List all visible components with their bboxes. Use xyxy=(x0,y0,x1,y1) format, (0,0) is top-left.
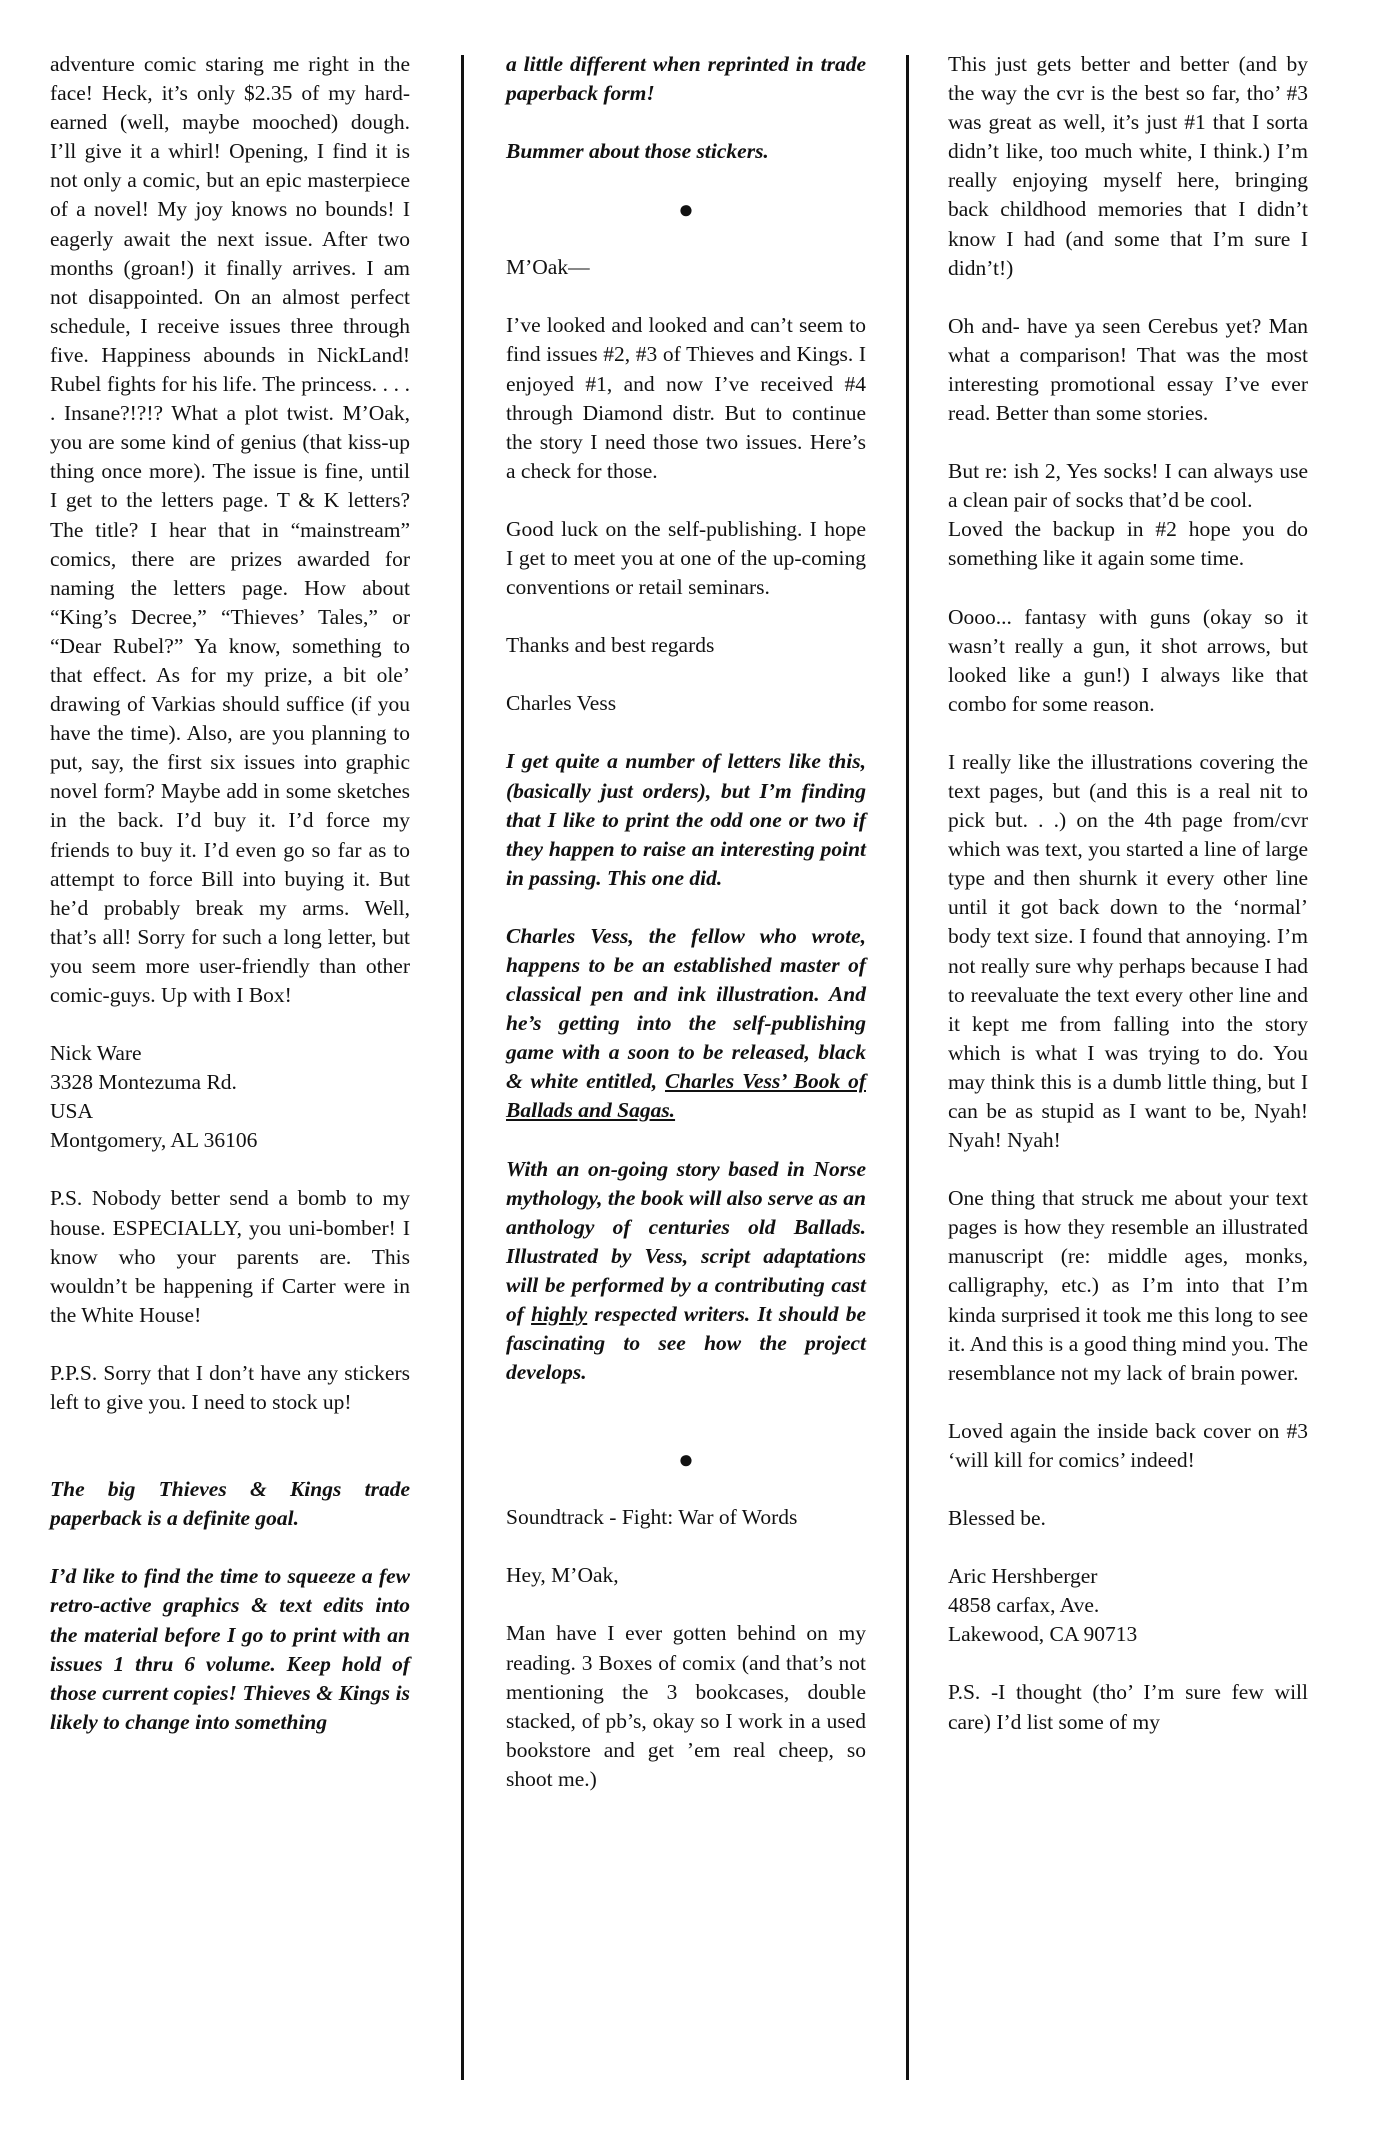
letter-body: Loved again the inside back cover on #3 ‘will kill for comics’ indeed! xyxy=(948,1418,1308,1472)
reply-text: With an on-going story based in Norse mythology, the book will also serve as an anthology of centuries old Ballads. Illustrated by Vess, script adaptations will be performed by a contributing cast of xyxy=(506,1156,866,1326)
letter-body: But re: ish 2, Yes socks! I can always use a clean pair of socks that’d be cool. xyxy=(948,459,1308,513)
section-bullet: ● xyxy=(678,195,694,225)
editor-reply: I get quite a number of letters like this, (basically just orders), but I’m finding that I like to print the odd one or two if they happen to raise an interesting point in passing. This one did. xyxy=(506,749,866,890)
sender-address xyxy=(948,1562,1308,1649)
letter-body: One thing that struck me about your text pages is how they resemble an illustrated manuscript (re: middle ages, monks, calligraphy, etc.) as I’m into that I’m kinda surprised it took me this long to see it. And this is a good thing mind you. The resemblance not my lack of brain power. xyxy=(948,1186,1308,1385)
section-bullet: ● xyxy=(678,1445,694,1475)
reply-text: respected writers. It should be fascinating to see how the project develops. xyxy=(506,1302,866,1385)
address-line: Aric Hershberger xyxy=(948,1564,1098,1589)
salutation: M’Oak— xyxy=(506,255,590,280)
address-line: Nick Ware xyxy=(50,1041,142,1066)
address-line: Lakewood, CA 90713 xyxy=(948,1622,1138,1647)
letter-signature: Charles Vess xyxy=(506,691,617,716)
letter-body: Good luck on the self-publishing. I hope I get to meet you at one of the up-coming conventions or retail seminars. xyxy=(506,516,866,600)
column-1 xyxy=(50,50,410,1766)
editor-reply: The big Thieves & Kings trade paperback is a definite goal. xyxy=(50,1477,410,1531)
soundtrack-line: Soundtrack - Fight: War of Words xyxy=(506,1505,798,1530)
letter-body: Man have I ever gotten behind on my reading. 3 Boxes of comix (and that’s not mentioning the 3 bookcases, double stacked, of pb’s, okay so I work in a used bookstore and get ’em real cheep, so shoot me.) xyxy=(506,1621,866,1791)
postscript: P.S. Nobody better send a bomb to my house. ESPECIALLY, you uni-bomber! I know who your parents are. This wouldn’t be happening if Carter were in the White House! xyxy=(50,1186,410,1327)
emphasis-word: highly xyxy=(531,1302,588,1326)
reply-text: Charles Vess, the fellow who wrote, happens to be an established master of classical pen and ink illustration. And he’s getting into the self-publishing game with a soon to be released, black & white entitled, xyxy=(506,923,866,1094)
letter-body: Oooo... fantasy with guns (okay so it wasn’t really a gun, it shot arrows, but looked like a gun!) I always like that combo for some reason. xyxy=(948,604,1308,716)
letter-body: Loved the backup in #2 hope you do something like it again some time. xyxy=(948,517,1308,571)
editor-reply: I’d like to find the time to squeeze a few retro-active graphics & text edits into the material before I go to print with an issues 1 thru 6 volume. Keep hold of those current copies! Thieves & Kings is likely to change into something xyxy=(50,1564,410,1734)
column-3 xyxy=(948,50,1308,1766)
postscript: P.S. -I thought (tho’ I’m sure few will care) I’d list some of my xyxy=(948,1680,1308,1734)
post-postscript: P.P.S. Sorry that I don’t have any stickers left to give you. I need to stock up! xyxy=(50,1360,410,1415)
letter-body: adventure comic staring me right in the face! Heck, it’s only $2.35 of my hard-earned (well, maybe mooched) dough. I’ll give it a whirl! Opening, I find it is not only a comic, but an epic masterpiece of a novel! My joy knows no bounds! I eagerly await the next issue. After two months (groan!) it finally arrives. I am not disappointed. On an almost perfect schedule, I receive issues three through five. Happiness abounds in NickLand! Rubel fights for his life. The princess. . . . . Insane?!?!? What a plot twist. M’Oak, you are some kind of genius (that kiss-up thing once more). The issue is fine, until I get to the letters page. T & K letters? The title? I hear that in “mainstream” comics, there are prizes awarded for naming the letters page. How about “King’s Decree,” “Thieves’ Tales,” or “Dear Rubel?” Ya know, something to that effect. As for my prize, a bit ole’ drawing of Varkias should suffice (if you have the time). Also, are you planning to put, say, the first six issues into graphic novel form? Maybe add in some sketches in the back. I’d buy it. I’d force my friends to buy it. I’d even go so far as to attempt to force Bill into buying it. But he’d probably break my arms. Well, that’s all! Sorry for such a long letter, but you seem more user-friendly than other comic-guys. Up with I Box! xyxy=(50,52,410,1007)
letter-body: Oh and- have ya seen Cerebus yet? Man what a comparison! That was the most interesting promotional essay I’ve ever read. Better than some stories. xyxy=(948,313,1308,426)
book-title: Charles Vess’ Book of Ballads and Sagas. xyxy=(506,1069,866,1123)
editor-reply: a little different when reprinted in trade paperback form! xyxy=(506,52,866,106)
column-2 xyxy=(506,50,866,1823)
address-line: Montgomery, AL 36106 xyxy=(50,1128,258,1153)
column-divider xyxy=(906,55,909,2080)
letter-closing: Blessed be. xyxy=(948,1506,1046,1531)
letter-body: I really like the illustrations covering the text pages, but (and this is a real nit to pick but. . .) on the 4th page from/cvr which was text, you started a line of large type and then shurnk it every other line until it got back down to the ‘normal’ body text size. I found that annoying. I’m not really sure why perhaps because I had to reevaluate the text every other line and it kept me from falling into the story which is what I was trying to do. You may think this is a dumb little thing, but I can be as stupid as I want to be, Nyah! Nyah! Nyah! xyxy=(948,749,1308,1153)
letter-closing: Thanks and best regards xyxy=(506,633,715,658)
column-divider xyxy=(461,55,464,2080)
letter-body: This just gets better and better (and by the way the cvr is the best so far, tho’ #3 was great as well, it’s just #1 that I sorta didn’t like, too much white, I think.) I’m really enjoying myself here, bringing back childhood memories that I didn’t know I had (and some that I’m sure I didn’t!) xyxy=(948,52,1308,280)
letter-body: I’ve looked and looked and can’t seem to find issues #2, #3 of Thieves and Kings. I enjoyed #1, and now I’ve received #4 through Diamond distr. But to continue the story I need those two issues. Here’s a check for those. xyxy=(506,313,866,483)
editor-reply xyxy=(506,922,866,1126)
salutation: Hey, M’Oak, xyxy=(506,1563,619,1588)
sender-address xyxy=(50,1039,410,1155)
address-line: 4858 carfax, Ave. xyxy=(948,1593,1100,1618)
address-line: USA xyxy=(50,1099,94,1124)
address-line: 3328 Montezuma Rd. xyxy=(50,1070,237,1095)
editor-reply: Bummer about those stickers. xyxy=(506,139,769,164)
editor-reply xyxy=(506,1155,866,1388)
